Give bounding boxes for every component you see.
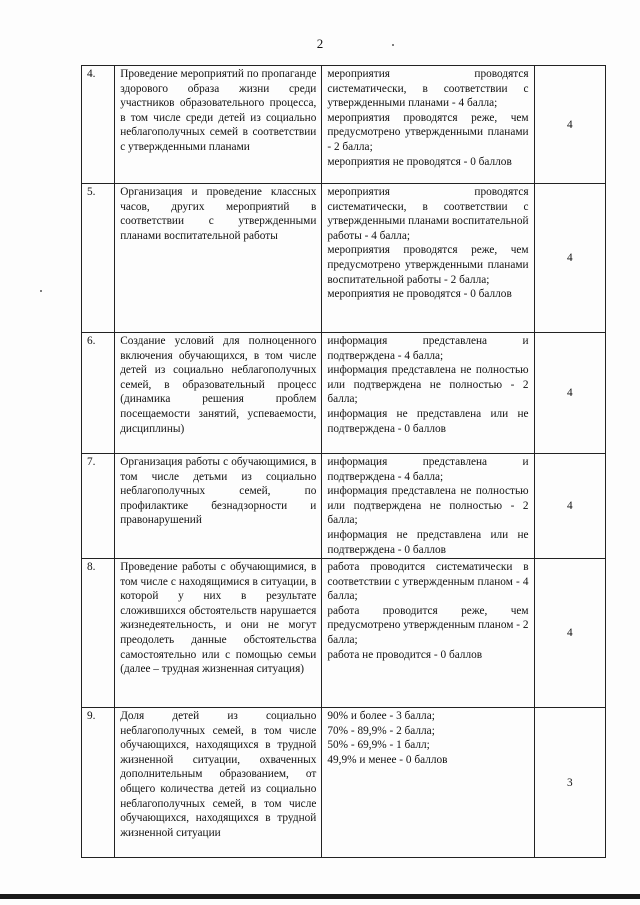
row-number: 7.: [82, 454, 115, 559]
max-score: 4: [534, 454, 605, 559]
max-score: 4: [534, 559, 605, 708]
max-score: 4: [534, 184, 605, 333]
scale-item: мероприятия проводятся реже, чем предусмотрено утвержденными планами воспитательной работы - 2 балла;: [327, 244, 529, 286]
scale-item: 90% и более - 3 балла;: [327, 710, 435, 722]
criterion-title: Создание условий для полноценного включения обучающихся, в том числе детей из социально неблагополучных семей, в образовательный процесс (динамика решения проблем посещаемости занятий, успеваемости, дисциплины): [115, 333, 322, 454]
max-score: 4: [534, 333, 605, 454]
page-number: 2: [316, 36, 324, 51]
scale-item: информация представлена и подтверждена - 4 балла;: [327, 335, 529, 362]
scan-speck: [392, 44, 394, 46]
scoring-scale: [322, 454, 534, 559]
row-number: 4.: [82, 66, 115, 184]
scoring-scale: [322, 559, 534, 708]
max-score: 4: [534, 66, 605, 184]
row-number: 5.: [82, 184, 115, 333]
table-row: [82, 66, 606, 184]
scan-bottom-edge: [0, 894, 640, 899]
criterion-title: Доля детей из социально неблагополучных семей, в том числе обучающихся, находящихся в трудной жизненной ситуации, охваченных дополнительным образованием, от общего количества детей из социально неблагополучных семей, в том числе обучающихся, находящихся в трудной жизненной ситуации: [115, 708, 322, 858]
criterion-title: Организация работы с обучающимися, в том числе детьми из социально неблагополучных семей, по профилактике безнадзорности и правонарушений: [115, 454, 322, 559]
scale-item: работа не проводится - 0 баллов: [327, 648, 483, 661]
scoring-scale: [322, 66, 534, 184]
scale-item: мероприятия проводятся систематически, в соответствии с утвержденными планами воспитательной работы - 4 балла;: [327, 186, 529, 242]
scoring-scale: [322, 184, 534, 333]
scale-item: мероприятия не проводятся - 0 баллов: [327, 155, 512, 168]
scan-speck: [40, 290, 42, 292]
criterion-title: Проведение мероприятий по пропаганде здорового образа жизни среди участников образовательного процесса, в том числе среди детей из социально неблагополучных семей в соответствии с утвержденными планами: [115, 66, 322, 184]
scoring-scale: [322, 333, 534, 454]
scale-item: 49,9% и менее - 0 баллов: [327, 753, 448, 766]
scale-item: информация не представлена или не подтверждена - 0 баллов: [327, 407, 529, 435]
table-row: [82, 333, 606, 454]
scale-item: 70% - 89,9% - 2 балла;: [327, 724, 435, 737]
scale-item: мероприятия не проводятся - 0 баллов: [327, 288, 512, 301]
scale-item: мероприятия проводятся систематически, в соответствии с утвержденными планами - 4 балла;: [327, 68, 529, 110]
table-row: [82, 184, 606, 333]
table-row: [82, 708, 606, 858]
scale-item: 50% - 69,9% - 1 балл;: [327, 739, 430, 752]
max-score: 3: [534, 708, 605, 858]
criterion-title: Организация и проведение классных часов, других мероприятий в соответствии с утвержденными планами воспитательной работы: [115, 184, 322, 333]
criterion-title: Проведение работы с обучающимися, в том числе с находящимися в ситуации, в которой у них в результате сложившихся обстоятельств нарушается жизнедеятельность, и они не могут преодолеть данные обстоятельства самостоятельно или с помощью семьи (далее – трудная жизненная ситуация): [115, 559, 322, 708]
scale-item: информация не представлена или не подтверждена - 0 баллов: [327, 528, 529, 556]
table-row: [82, 559, 606, 708]
scoring-scale: [322, 708, 534, 858]
criteria-table: [81, 65, 606, 858]
scale-item: работа проводится систематически в соответствии с утвержденным планом - 4 балла;: [327, 561, 529, 603]
scale-item: информация представлена не полностью или подтверждена не полностью - 2 балла;: [327, 485, 529, 527]
scale-item: мероприятия проводятся реже, чем предусмотрено утвержденными планами - 2 балла;: [327, 111, 529, 153]
row-number: 9.: [82, 708, 115, 858]
scale-item: информация представлена и подтверждена - 4 балла;: [327, 456, 529, 483]
row-number: 8.: [82, 559, 115, 708]
scale-item: информация представлена не полностью или подтверждена не полностью - 2 балла;: [327, 364, 529, 406]
scale-item: работа проводится реже, чем предусмотрено утвержденным планом - 2 балла;: [327, 604, 529, 646]
row-number: 6.: [82, 333, 115, 454]
table-row: [82, 454, 606, 559]
